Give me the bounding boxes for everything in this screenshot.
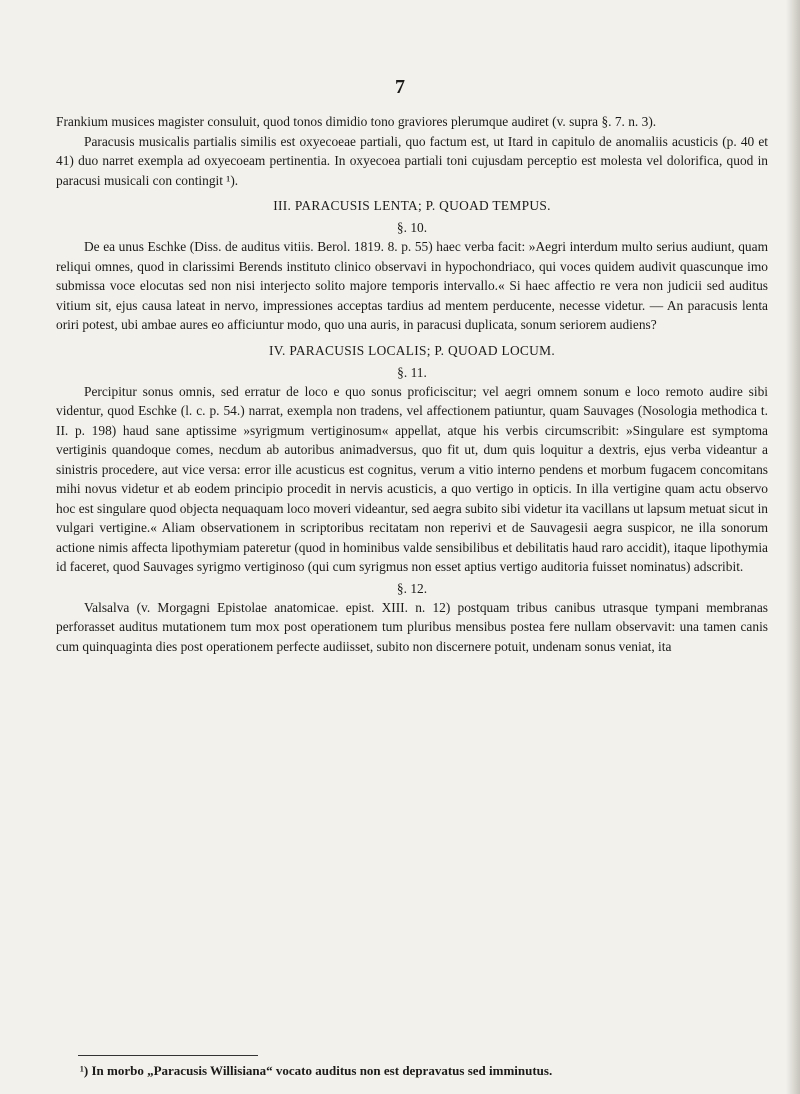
- page-number: 7: [395, 76, 405, 98]
- page-edge-shadow: [786, 0, 800, 1094]
- paragraph-sauvages: Percipitur sonus omnis, sed erratur de loco e quo sonus proficiscitur; vel aegri omnem sonum e loco remoto audire sibi videntur, quod Eschke (l. c. p. 54.) narrat, exempla non tradens, vel affectionem patiuntur, quam Sauvages (Nosologia methodica t. II. p. 198) haud sane aptissime »syrigmum vertiginosum« appellat, atque his verbis circumscribit: »Singulare est symptoma vertiginis quandoque comes, necdum ab autoribus animadversus, quo fit ut, dum quis loquitur a dextris, ejus verba videantur a sinistris procedere, aut vice versa: error ille acusticus est cognitus, verum a vitio interno pendens et morbum fugacem concomitans mihi novus videtur et ab eodem principio procedit in nervis acusticis, a quo vertigo in opticis. In illa vertigine quam actu observo hoc est singulare quod objecta nequaquam loco moveri videantur, sed aegra subito sibi videtur ita vacillans ut lapsum metuat sicut in vulgari vertigine.« Aliam observationem in scriptoribus recitatam non reperivi et de Sauvagesii aegra suspicor, ne illa sonorum actione nimis affecta lipothymiam pateretur (quod in hominibus valde sensibilibus et debilitatis haud raro accidit), itaque lipothymia id faceret, quod Sauvages syrigmo vertiginoso (qui cum syrigmus non esset aptius vertigo auditoria fuisset nominatus) adscribit.: [56, 383, 768, 574]
- section-10: §. 10.: [396, 220, 428, 235]
- footnote: ¹) In morbo „Paracusis Willisiana“ vocato auditus non est depravatus sed imminutus.: [80, 1063, 553, 1078]
- paragraph-frankium: Frankium musices magister consuluit, quod tonos dimidio tono graviores plerumque audiret (v. supra §. 7. n. 3).: [56, 114, 657, 129]
- heading-paracusis-lenta: III. PARACUSIS LENTA; P. QUOAD TEMPUS.: [273, 198, 551, 213]
- body-text: [56, 112, 768, 656]
- paragraph-paracusis-musicalis: Paracusis musicalis partialis similis est oxyecoeae partiali, quo factum est, ut Itard in capitulo de anomaliis acusticis (p. 40 et 41) duo narret exempla ad oxyecoeam pertinentia. In oxyecoea partiali toni cujusdam perceptio est molesta vel dolorifica, quod in paracusi musicali con contingit ¹).: [56, 133, 768, 188]
- paragraph-valsalva: Valsalva (v. Morgagni Epistolae anatomicae. epist. XIII. n. 12) postquam tribus canibus utrasque tympani membranas perforasset auditus mutationem tum mox post operationem tum pluribus mensibus postea fere nullam observavit: una tamen canis cum quinquaginta dies post operationem perfecte audiisset, subito non discernere potuit, undenam sonus veniat, ita: [56, 599, 768, 654]
- footnote-rule: [78, 1055, 258, 1056]
- heading-paracusis-localis: IV. PARACUSIS LOCALIS; P. QUOAD LOCUM.: [269, 342, 555, 358]
- section-12: §. 12.: [396, 580, 428, 596]
- paragraph-eschke: De ea unus Eschke (Diss. de auditus vitiis. Berol. 1819. 8. p. 55) haec verba facit: »Aegri interdum multo serius audiunt, quam reliqui omnes, quod in clarissimi Berends instituto clinico observavi in hypochondriaco, qui voces quidem audivit quascunque imo submissa voce elocutas sed non nisi interjecto solito majore temporis intervallo.« Si haec affectio re vera non judicii sed auditus vitium sit, ejus causa lateat in nervo, impressiones acceptas tardius ad mentem perducente, necesse videtur. — An paracusis lenta oriri potest, ubi ambae aures eo afficiuntur modo, quo una auris, in paracusi duplicata, sonum seriorem audiens?: [56, 239, 768, 332]
- section-11: §. 11.: [397, 364, 427, 380]
